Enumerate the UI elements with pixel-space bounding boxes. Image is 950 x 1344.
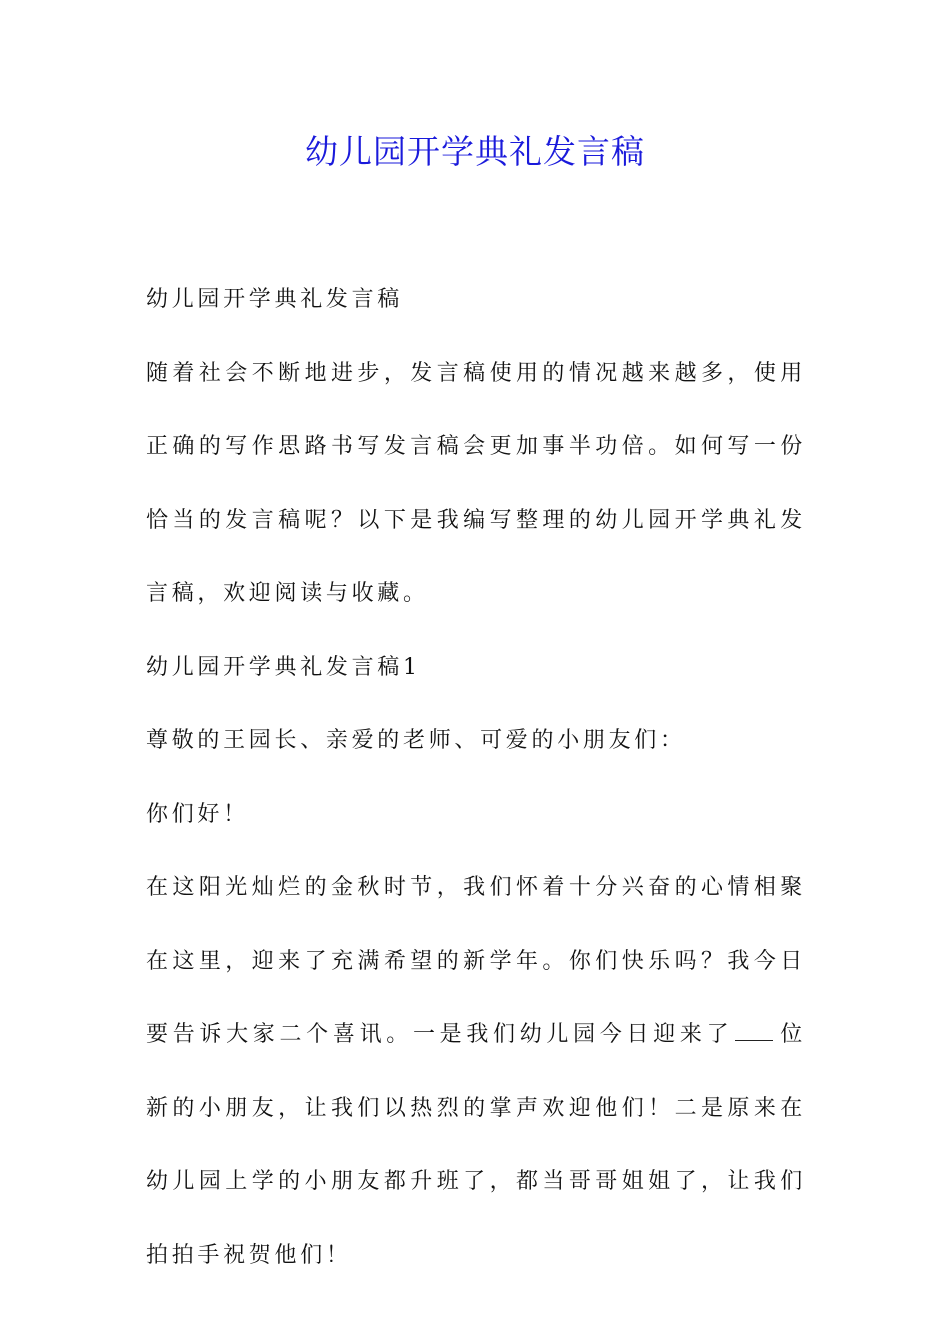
speech-text-after-blank: 位新的小朋友，让我们以热烈的掌声欢迎他们！二是原来在幼儿园上学的小朋友都升班了，都当哥哥姐姐了，让我们拍拍手祝贺他们！ <box>146 1022 806 1268</box>
intro-paragraph: 随着社会不断地进步，发言稿使用的情况越来越多，使用正确的写作思路书写发言稿会更加事半功倍。如何写一份恰当的发言稿呢？以下是我编写整理的幼儿园开学典礼发言稿，欢迎阅读与收藏。 <box>146 360 806 606</box>
greeting-paragraph: 你们好！ <box>146 801 249 827</box>
speech-paragraph <box>146 851 806 1292</box>
section-heading: 幼儿园开学典礼发言稿1 <box>146 654 421 680</box>
salutation-paragraph: 尊敬的王园长、亲爱的老师、可爱的小朋友们： <box>146 728 686 753</box>
subtitle-paragraph: 幼儿园开学典礼发言稿 <box>146 287 404 312</box>
document-title: 幼儿园开学典礼发言稿 <box>305 132 645 171</box>
fill-in-blank <box>735 1022 773 1041</box>
speech-text-before-blank: 在这阳光灿烂的金秋时节，我们怀着十分兴奋的心情相聚在这里，迎来了充满希望的新学年。你们快乐吗？我今日要告诉大家二个喜讯。一是我们幼儿园今日迎来了 <box>146 875 806 1047</box>
document-body <box>146 263 806 1292</box>
